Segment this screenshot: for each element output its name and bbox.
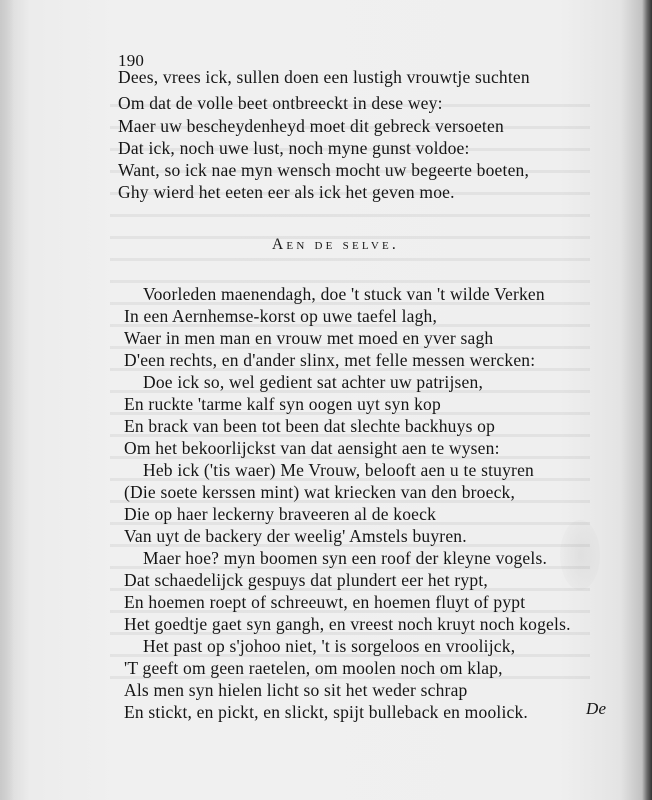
verse-line: Het goedtje gaet syn gangh, en vreest noch kruyt noch kogels. (124, 614, 571, 634)
verse-line: Doe ick so, wel gedient sat achter uw patrijsen, (143, 372, 484, 392)
verse-line: Van uyt de backery der weelig' Amstels buyren. (124, 526, 467, 546)
page-number: 190 (118, 51, 145, 70)
verse-line: In een Aernhemse-korst op uwe taefel lagh, (124, 306, 438, 326)
verse-line: Waer in men man en vrouw met moed en yver sagh (124, 328, 494, 348)
verse-line: En ruckte 'tarme kalf syn oogen uyt syn kop (124, 394, 441, 414)
verse-line: Die op haer leckerny braveeren al de koeck (124, 504, 437, 524)
verse-line: Want, so ick nae myn wensch mocht uw begeerte boeten, (118, 160, 530, 180)
verse-line: Om dat de volle beet ontbreeckt in dese wey: (118, 93, 443, 113)
verse-line: Ghy wierd het eeten eer als ick het geven moe. (118, 182, 455, 202)
verse-line: Heb ick ('tis waer) Me Vrouw, belooft aen u te stuyren (143, 460, 534, 480)
verse-line: En stickt, en pickt, en slickt, spijt bulleback en moolick. (124, 702, 529, 722)
verse-line: Voorleden maenendagh, doe 't stuck van 't wilde Verken (143, 284, 545, 304)
verse-line: Maer uw bescheydenheyd moet dit gebreck versoeten (118, 116, 504, 136)
verse-line: Als men syn hielen licht so sit het weder schrap (124, 680, 468, 700)
verse-line: Dees, vrees ick, sullen doen een lustigh vrouwtje suchten (118, 67, 530, 87)
verse-line: En hoemen roept of schreeuwt, en hoemen fluyt of pypt (124, 592, 526, 612)
verse-line: Dat ick, noch uwe lust, noch myne gunst voldoe: (118, 138, 470, 158)
verse-line: En brack van been tot been dat slechte backhuys op (124, 416, 496, 436)
verse-line: Maer hoe? myn boomen syn een roof der kleyne vogels. (143, 548, 548, 568)
catchword: De (586, 699, 607, 718)
verse-line: Het past op s'johoo niet, 't is sorgeloos en vroolijck, (143, 636, 516, 656)
section-heading: Aen de selve. (272, 236, 399, 253)
verse-line: D'een rechts, en d'ander slinx, met felle messen wercken: (124, 350, 536, 370)
verse-line: Om het bekoorlijckst van dat aensight aen te wysen: (124, 438, 500, 458)
verse-line: 'T geeft om geen raetelen, om moolen noch om klap, (124, 658, 503, 678)
verse-line: (Die soete kerssen mint) wat kriecken van den broeck, (124, 482, 516, 502)
verse-line: Dat schaedelijck gespuys dat plundert eer het rypt, (124, 570, 488, 590)
paper-stain (560, 520, 600, 590)
